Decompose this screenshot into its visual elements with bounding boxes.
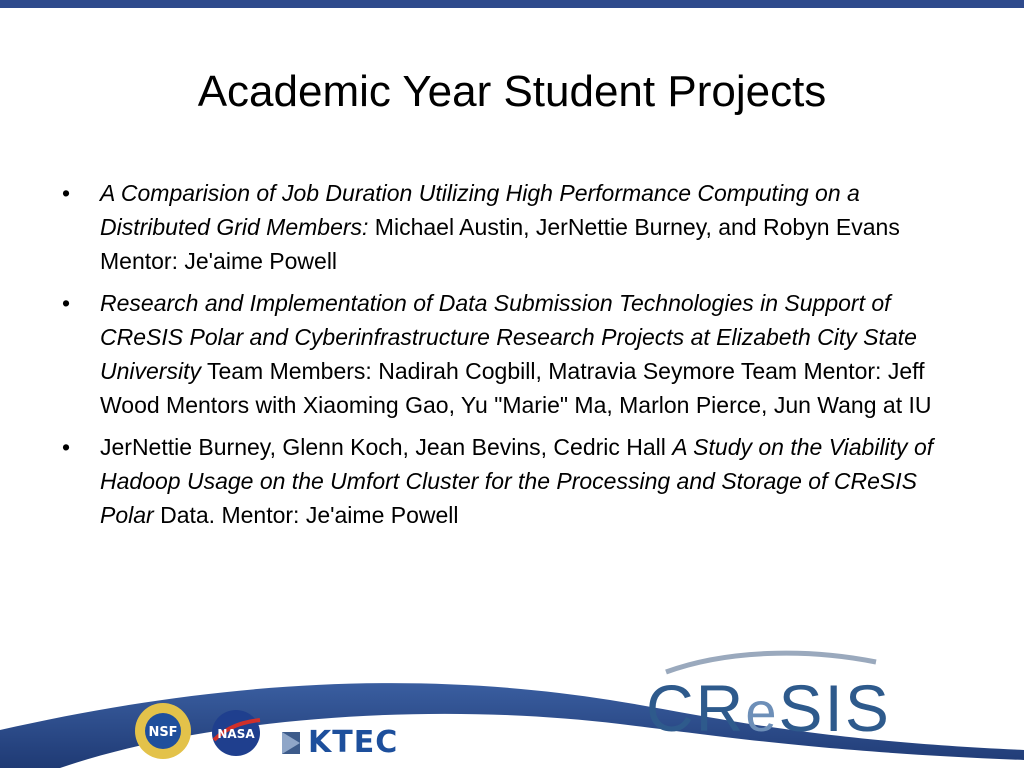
cresis-label-right: SIS (778, 671, 891, 745)
bullet-dot-icon: • (62, 180, 71, 206)
nasa-logo (208, 708, 264, 758)
nsf-label: NSF (148, 725, 178, 740)
top-accent-bar (0, 0, 1024, 8)
ktec-label: KTEC (308, 725, 399, 760)
cresis-logo (636, 646, 896, 750)
cresis-label-mid: e (745, 680, 779, 743)
project-bullet-3 (62, 430, 974, 532)
cresis-label-left: CR (646, 671, 746, 745)
project-details-2: Team Members: Nadirah Cogbill, Matravia Seymore Team Mentor: Jeff Wood Mentors with Xiaoming Gao, Yu "Marie" Ma, Marlon Pierce, Jun Wang at IU (100, 358, 932, 418)
nasa-label: NASA (217, 727, 255, 741)
nsf-logo (134, 702, 192, 760)
project-title-2: Research and Implementation of Data Submission Technologies in Support of CReSIS Polar and Cyberinfrastructure Research Projects at Elizabeth City State University (100, 290, 917, 384)
bullet-dot-icon: • (62, 434, 71, 460)
project-title-1: A Comparision of Job Duration Utilizing High Performance Computing on a Distributed Grid Members: (100, 180, 860, 240)
project-bullet-2 (62, 286, 974, 422)
project-authors-3: JerNettie Burney, Glenn Koch, Jean Bevins, Cedric Hall (100, 434, 673, 460)
project-title-3: A Study on the Viability of Hadoop Usage on the Umfort Cluster for the Processing and Storage of CReSIS Polar (100, 434, 934, 528)
slide-title: Academic Year Student Projects (197, 67, 827, 116)
project-details-1: Michael Austin, JerNettie Burney, and Robyn Evans Mentor: Je'aime Powell (100, 214, 900, 274)
ktec-mark-icon (280, 728, 304, 758)
bullet-dot-icon: • (62, 290, 71, 316)
project-bullet-list (62, 176, 974, 540)
project-bullet-1 (62, 176, 974, 278)
ktec-logo (280, 724, 420, 762)
project-details-3: Data. Mentor: Je'aime Powell (153, 502, 459, 528)
